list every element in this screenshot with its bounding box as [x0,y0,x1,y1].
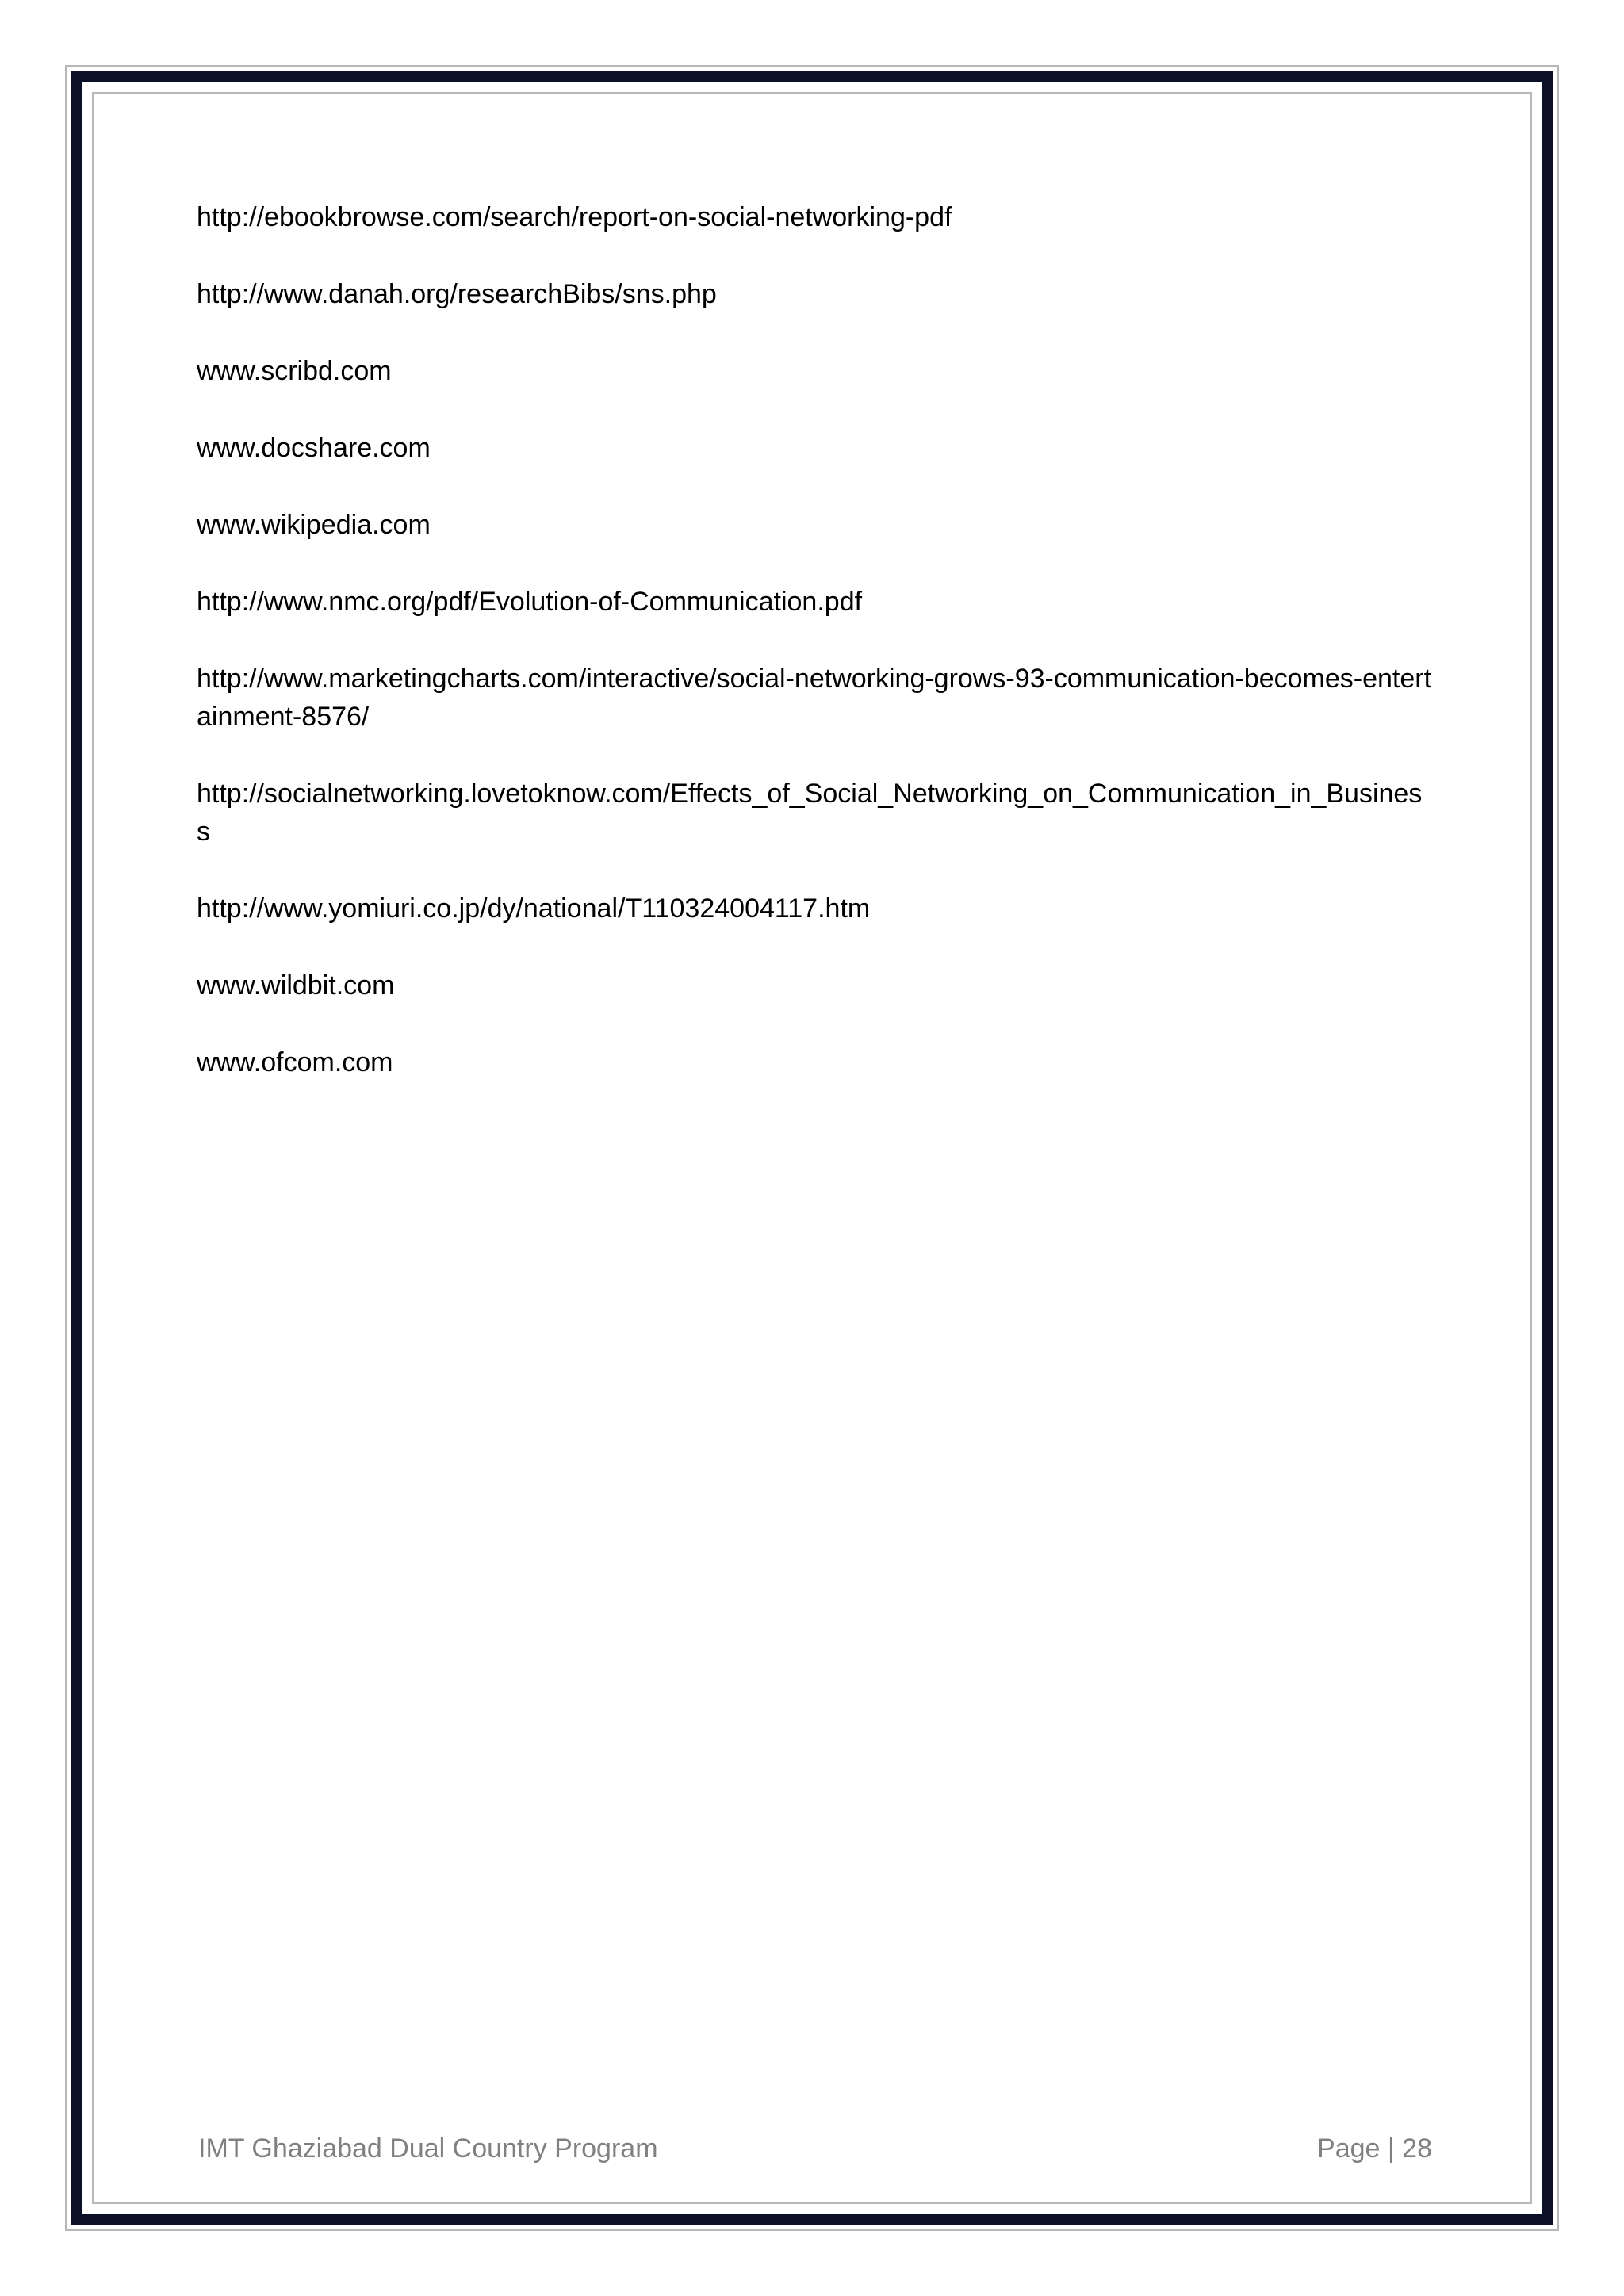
reference-link[interactable]: http://ebookbrowse.com/search/report-on-social-networking-pdf [197,202,952,232]
reference-link[interactable]: http://www.danah.org/researchBibs/sns.php [197,279,717,309]
footer-program-name: IMT Ghaziabad Dual Country Program [198,2133,658,2164]
reference-link[interactable]: http://www.nmc.org/pdf/Evolution-of-Communication.pdf [197,587,863,617]
reference-link[interactable]: http://socialnetworking.lovetoknow.com/Effects_of_Social_Networking_on_Communication_in_Business [197,779,1423,847]
reference-link[interactable]: www.wikipedia.com [197,510,431,540]
reference-link[interactable]: www.ofcom.com [197,1047,393,1077]
reference-link[interactable]: www.scribd.com [197,356,392,386]
reference-link[interactable]: http://www.yomiuri.co.jp/dy/national/T110324004117.htm [197,894,871,924]
reference-list [197,198,1434,1120]
reference-link[interactable]: www.wildbit.com [197,970,395,1001]
reference-link[interactable]: http://www.marketingcharts.com/interactive/social-networking-grows-93-communication-becomes-entertainment-8576/ [197,664,1432,732]
reference-link[interactable]: www.docshare.com [197,433,431,463]
footer-page-number: Page | 28 [1317,2133,1432,2164]
